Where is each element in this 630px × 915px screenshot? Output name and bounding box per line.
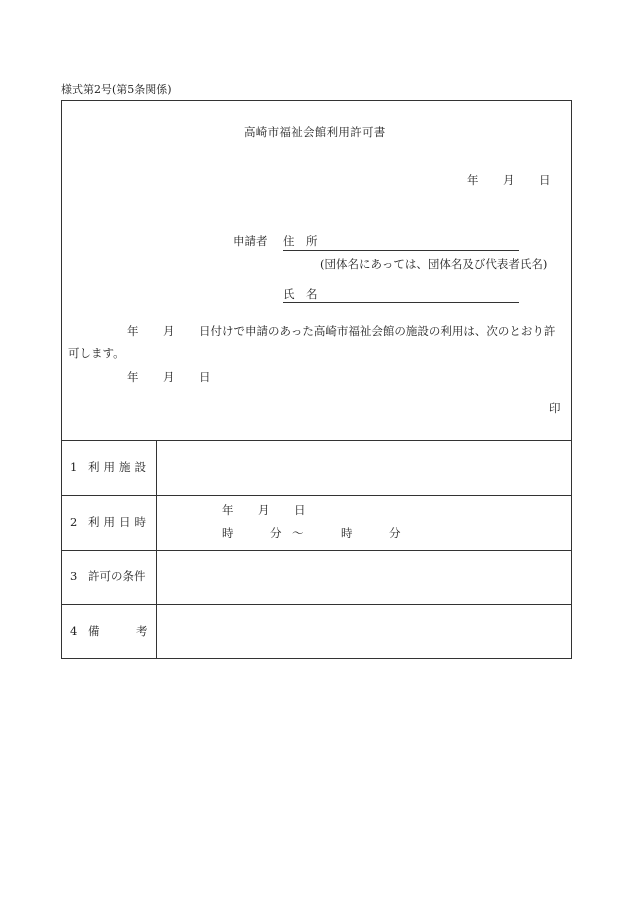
row-label-remarks-b: 考 [136, 624, 148, 638]
row-divider [61, 550, 572, 551]
time-range-tilde: ～ [292, 526, 304, 540]
document-title: 高崎市福祉会館利用許可書 [244, 125, 386, 139]
row-number: 1 [70, 460, 78, 474]
issue-month: 月 [163, 370, 175, 384]
date-month: 月 [503, 173, 515, 187]
issue-day: 日 [199, 370, 211, 384]
row-label-facility: 利用施設 [88, 460, 150, 474]
use-date-year: 年 [222, 503, 234, 517]
body-year: 年 [127, 324, 139, 338]
row-number: 2 [70, 515, 78, 529]
row-label-remarks-a: 備 [88, 624, 100, 638]
end-minute: 分 [389, 526, 401, 540]
end-hour: 時 [341, 526, 353, 540]
form-number-label: 様式第2号(第5条関係) [61, 83, 172, 96]
table-top-border [61, 440, 572, 441]
address-underline [283, 250, 519, 251]
body-text-line1: 日付けで申請のあった高崎市福祉会館の施設の利用は、次のとおり許 [199, 324, 556, 338]
name-underline [283, 302, 519, 303]
date-year: 年 [467, 173, 479, 187]
seal-mark: 印 [549, 401, 561, 415]
column-divider [156, 440, 157, 659]
row-label-datetime: 利用日時 [88, 515, 150, 529]
address-label: 住 所 [283, 234, 318, 248]
representative-note: (団体名にあっては、団体名及び代表者氏名) [320, 257, 548, 271]
name-label: 氏 名 [283, 287, 318, 301]
body-text-line2: 可します。 [68, 346, 125, 360]
row-divider [61, 495, 572, 496]
start-minute: 分 [270, 526, 282, 540]
row-number: 4 [70, 624, 78, 638]
applicant-label: 申請者 [233, 234, 268, 248]
use-date-day: 日 [294, 503, 306, 517]
row-label-conditions: 許可の条件 [88, 569, 146, 583]
issue-year: 年 [127, 370, 139, 384]
use-date-month: 月 [258, 503, 270, 517]
row-divider [61, 604, 572, 605]
body-month: 月 [163, 324, 175, 338]
start-hour: 時 [222, 526, 234, 540]
date-day: 日 [539, 173, 551, 187]
row-number: 3 [70, 569, 78, 583]
